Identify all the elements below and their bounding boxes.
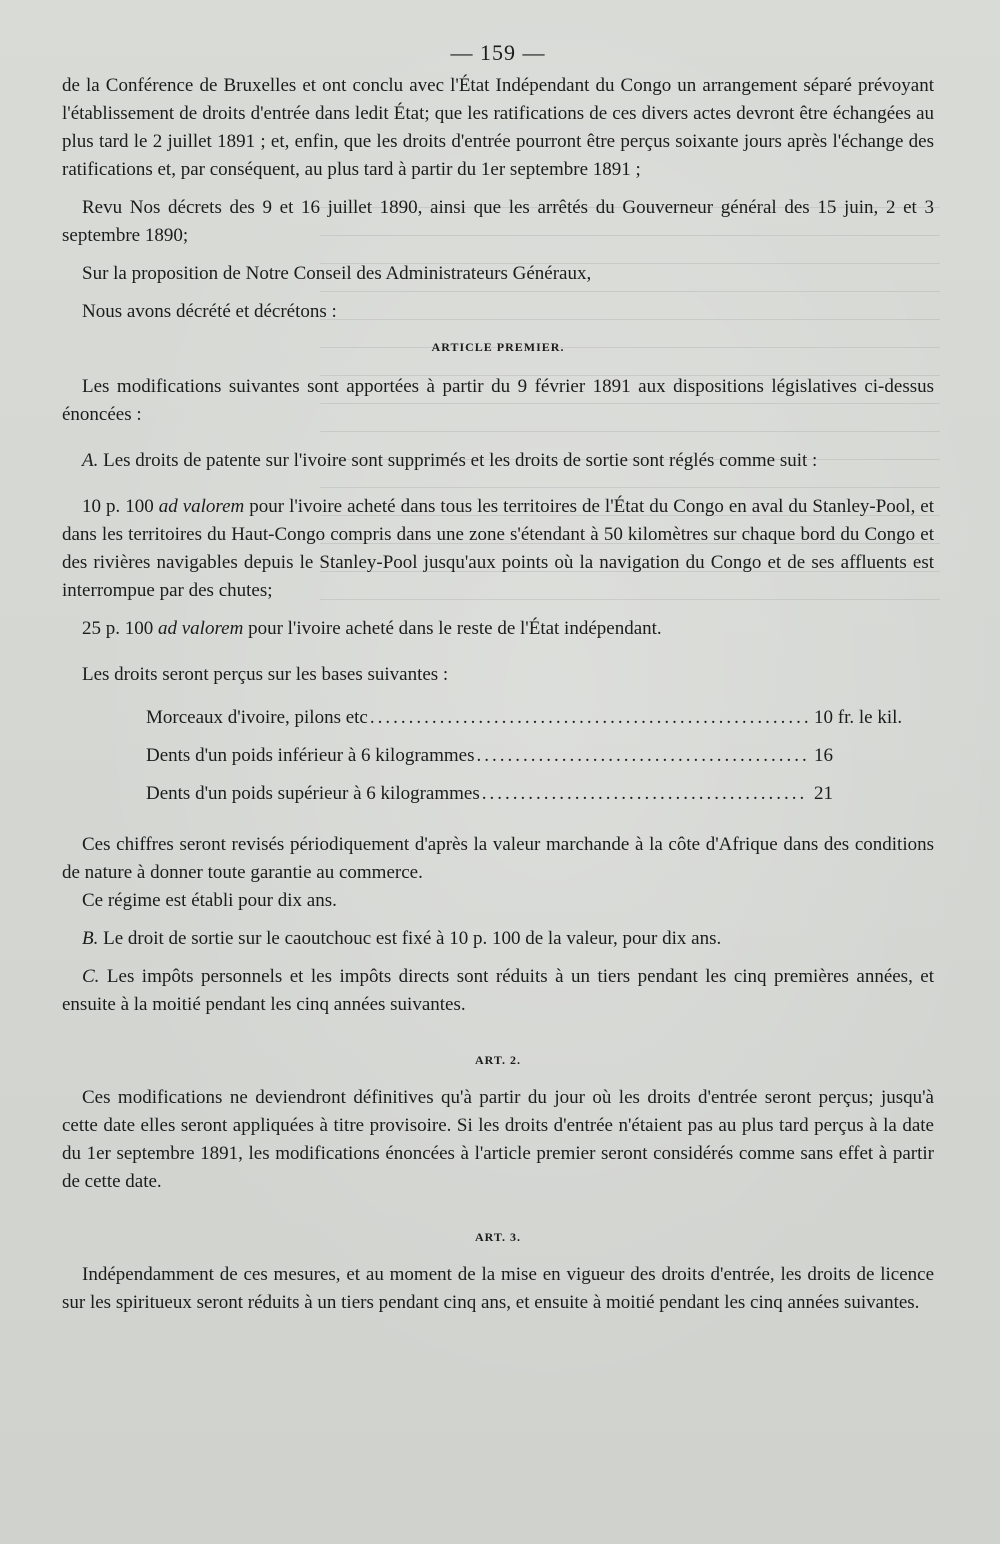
rate-row [146, 737, 924, 775]
rate-1-paragraph [62, 493, 934, 605]
clause-b-letter: B. [82, 928, 99, 949]
rate-value: 10 fr. le kil. [814, 707, 903, 728]
rate-row [146, 775, 924, 813]
rate-2-ad-valorem: ad valorem [158, 618, 244, 639]
dot-leader [370, 699, 808, 737]
rate-1-ad-valorem: ad valorem [158, 496, 245, 517]
article-3-heading: ART. 3. [474, 1230, 522, 1244]
rate-2-paragraph [62, 615, 934, 643]
revision-paragraph: Ces chiffres seront revisés périodiquement d'après la valeur marchande à la côte d'Afrique dans des conditions de nature à donner toute garantie au commerce. [62, 834, 934, 883]
article-1-heading: ARTICLE PREMIER. [431, 340, 565, 354]
article-2-text: Ces modifications ne deviendront définitives qu'à partir du jour où les droits d'entrée seront perçus; jusqu'à cette date elles seront appliquées à titre provisoire. Si les droits d'entrée n'étaient pas au plus tard perçus à la date du 1er septembre 1891, les modifications énoncées à l'article premier seront considérés comme sans effet à partir de cette date. [62, 1087, 934, 1192]
page-number: — 159 — [450, 40, 546, 65]
clause-a-text: Les droits de patente sur l'ivoire sont supprimés et les droits de sortie sont réglés comme suit : [103, 450, 818, 471]
clause-a [62, 447, 934, 475]
clause-b [62, 925, 934, 953]
paragraph-conference: de la Conférence de Bruxelles et ont conclu avec l'État Indépendant du Congo un arrangement séparé prévoyant l'établissement de droits d'entrée dans ledit État; que les ratifications de ces divers actes devront être échangées au plus tard le 2 juillet 1891 ; et, enfin, que les droits d'entrée pourront être perçus soixante jours après l'échange des ratifications et, par conséquent, au plus tard à partir du 1er septembre 1891 ; [62, 75, 934, 180]
dot-leader [482, 775, 808, 813]
rate-value: 16 [814, 745, 833, 766]
duration-paragraph: Ce régime est établi pour dix ans. [82, 890, 337, 911]
rate-1-prefix: 10 p. 100 [82, 496, 154, 517]
article-1-intro: Les modifications suivantes sont apportées à partir du 9 février 1891 aux dispositions législatives ci-dessus énoncées : [62, 376, 934, 425]
rate-table [146, 699, 924, 813]
article-3-text: Indépendamment de ces mesures, et au moment de la mise en vigueur des droits d'entrée, les droits de licence sur les spiritueux seront réduits à un tiers pendant cinq ans, et ensuite à moitié pendant les cinq années suivantes. [62, 1264, 934, 1313]
article-2-heading: ART. 2. [474, 1053, 522, 1067]
rate-2-prefix: 25 p. 100 [82, 618, 154, 639]
paragraph-revu: Revu Nos décrets des 9 et 16 juillet 1890, ainsi que les arrêtés du Gouverneur général des 15 juin, 2 et 3 septembre 1890; [62, 197, 934, 246]
clause-c-letter: C. [82, 966, 100, 987]
paragraph-decree: Nous avons décrété et décrétons : [82, 301, 337, 322]
clause-c [62, 963, 934, 1019]
rate-label: Morceaux d'ivoire, pilons etc [146, 707, 368, 728]
rate-row [146, 699, 924, 737]
paragraph-proposition: Sur la proposition de Notre Conseil des Administrateurs Généraux, [82, 263, 592, 284]
clause-a-letter: A. [82, 450, 99, 471]
clause-c-text: Les impôts personnels et les impôts directs sont réduits à un tiers pendant les cinq premières années, et ensuite à la moitié pendant les cinq années suivantes. [62, 966, 935, 1015]
rate-label: Dents d'un poids inférieur à 6 kilogrammes [146, 745, 475, 766]
rate-value: 21 [814, 783, 833, 804]
rate-2-text: pour l'ivoire acheté dans le reste de l'État indépendant. [248, 618, 662, 639]
clause-b-text: Le droit de sortie sur le caoutchouc est fixé à 10 p. 100 de la valeur, pour dix ans. [103, 928, 722, 949]
rate-label: Dents d'un poids supérieur à 6 kilogrammes [146, 783, 480, 804]
dot-leader [476, 737, 808, 775]
bases-intro: Les droits seront perçus sur les bases suivantes : [82, 664, 449, 685]
rate-1-text: pour l'ivoire acheté dans tous les territoires de l'État du Congo en aval du Stanley-Pool, et dans les territoires du Haut-Congo compris dans une zone s'étendant à 50 kilomètres sur chaque bord du Congo et des rivières navigables depuis le Stanley-Pool jusqu'aux points où la navigation du Congo et de ses affluents est interrompue par des chutes; [62, 496, 935, 601]
